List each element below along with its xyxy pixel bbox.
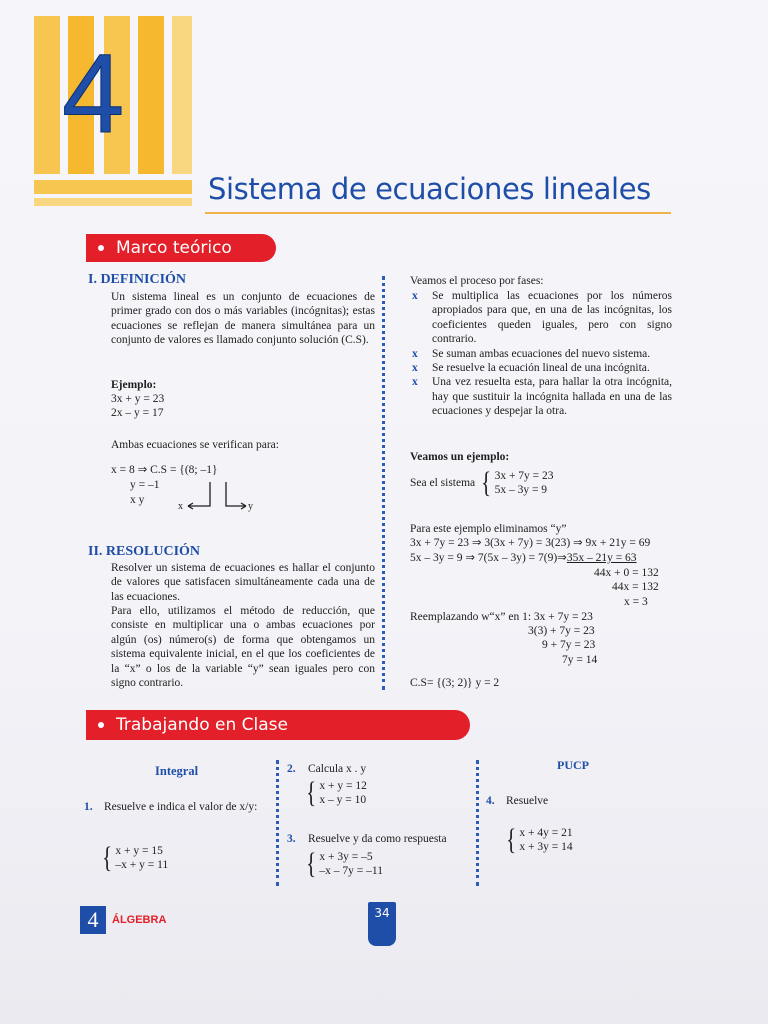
q3-system bbox=[304, 849, 383, 879]
banner-label: Marco teórico bbox=[116, 238, 232, 258]
footer-subject: ÁLGEBRA bbox=[112, 914, 167, 926]
elimination-intro: Para este ejemplo eliminamos “y” bbox=[410, 523, 567, 535]
system-equations bbox=[495, 469, 554, 497]
footer-chapter-badge: 4 bbox=[80, 906, 106, 934]
definition-text: Un sistema lineal es un conjunto de ecuaciones de primer grado con dos o más variables (incógnitas); estas ecuaciones se reflejan de manera simultánea para un conjunto de valores es llamado conjunto solución (C.S). bbox=[111, 291, 375, 347]
verify-line2: y = –1 bbox=[130, 479, 160, 491]
page-number: 34 bbox=[374, 906, 390, 920]
arrow-x-label: x bbox=[178, 501, 183, 512]
process-intro: Veamos el proceso por fases: bbox=[410, 275, 544, 287]
replace-line3: 7y = 14 bbox=[562, 654, 598, 666]
process-steps-list bbox=[410, 289, 672, 419]
q4-text: Resuelve bbox=[506, 795, 549, 807]
brace-icon: { bbox=[306, 776, 317, 809]
elimination-line3: 44x + 0 = 132 bbox=[594, 567, 659, 579]
verify-text: Ambas ecuaciones se verifican para: bbox=[111, 439, 279, 451]
page-number-badge bbox=[368, 902, 396, 946]
q4-system bbox=[504, 825, 573, 855]
q1-number: 1. bbox=[84, 801, 93, 813]
replace-line2: 9 + 7y = 23 bbox=[542, 639, 596, 651]
page-title: Sistema de ecuaciones lineales bbox=[208, 172, 651, 206]
replace-line1: 3(3) + 7y = 23 bbox=[528, 625, 595, 637]
system-label: Sea el sistema bbox=[410, 476, 476, 489]
bullet-dot-icon bbox=[98, 722, 104, 728]
q1-eq2: –x + y = 11 bbox=[115, 859, 169, 871]
q2-system bbox=[304, 778, 367, 808]
definition-heading: I. DEFINICIÓN bbox=[88, 272, 187, 287]
process-step: x Se suman ambas ecuaciones del nuevo sistema. bbox=[412, 347, 651, 360]
process-step: x Una vez resuelta esta, para hallar la otra incógnita, hay que sustituir la incógnita hallada en una de las ecuaciones y despejar la otra. bbox=[412, 376, 672, 418]
arrow-y-label: y bbox=[248, 501, 253, 512]
q1-eq1: x + y = 15 bbox=[115, 845, 163, 857]
q1-text: Resuelve e indica el valor de x/y: bbox=[104, 801, 258, 813]
section-banner-trabajando bbox=[86, 710, 470, 740]
bullet-x-icon: x bbox=[412, 290, 418, 302]
solution-set-text: C.S= {(3; 2)} y = 2 bbox=[410, 677, 500, 689]
elimination-line2: 5x – 3y = 9 ⇒ 7(5x – 3y) = 7(9)⇒35x – 21y = 63 bbox=[410, 552, 637, 564]
exercise-divider-2 bbox=[476, 760, 479, 886]
q3-text: Resuelve y da como respuesta bbox=[308, 833, 447, 845]
q2-number: 2. bbox=[287, 763, 296, 775]
example-eq1: 3x + y = 23 bbox=[111, 393, 165, 405]
resolution-text-2: Para ello, utilizamos el método de reducción, que consiste en multiplicar una o ambas ecuaciones por algún (os) número(s) de forma que obtengamos un sistema equivalente inicial, en el que los coeficientes de la “x” o los de la variable “y” sean iguales pero con signo contrario. bbox=[111, 605, 375, 690]
bullet-x-icon: x bbox=[412, 362, 418, 375]
brace-icon: { bbox=[506, 823, 517, 856]
brace-icon: { bbox=[102, 841, 113, 874]
q4-eq1: x + 4y = 21 bbox=[519, 827, 573, 839]
section-banner-marco-teorico bbox=[86, 234, 276, 262]
example-eq2: 2x – y = 17 bbox=[111, 407, 164, 419]
elimination-line5: x = 3 bbox=[624, 596, 648, 608]
integral-heading: Integral bbox=[155, 764, 199, 778]
example-system bbox=[410, 468, 554, 498]
replace-text: Reemplazando w“x” en 1: 3x + 7y = 23 bbox=[410, 611, 593, 623]
brace-icon: { bbox=[481, 466, 492, 499]
process-step: x Se multiplica las ecuaciones por los números apropiados para que, en una de las incógnitas, los coeficientes queden iguales, pero con signo contrario. bbox=[412, 290, 672, 346]
elimination-line1: 3x + 7y = 23 ⇒ 3(3x + 7y) = 3(23) ⇒ 9x + 21y = 69 bbox=[410, 537, 651, 549]
q4-eq2: x + 3y = 14 bbox=[519, 841, 573, 853]
pucp-heading: PUCP bbox=[557, 758, 589, 772]
q3-number: 3. bbox=[287, 833, 296, 845]
q3-eq2: –x – 7y = –11 bbox=[319, 865, 383, 877]
example-label: Ejemplo: bbox=[111, 379, 157, 391]
verify-line3: x y bbox=[130, 494, 145, 506]
chapter-number: 4 bbox=[62, 31, 125, 156]
resolution-text-1: Resolver un sistema de ecuaciones es hallar el conjunto de valores que satisfacen simultáneamente cada una de las ecuaciones. bbox=[111, 562, 375, 603]
system-eq2: 5x – 3y = 9 bbox=[494, 484, 548, 496]
system-eq1: 3x + 7y = 23 bbox=[494, 470, 554, 482]
bullet-dot-icon bbox=[98, 245, 104, 251]
example-heading: Veamos un ejemplo: bbox=[410, 451, 510, 463]
column-divider bbox=[382, 276, 385, 690]
q2-eq1: x + y = 12 bbox=[319, 780, 367, 792]
q2-text: Calcula x . y bbox=[308, 763, 367, 775]
q1-system bbox=[100, 843, 168, 873]
bullet-x-icon: x bbox=[412, 347, 418, 360]
bullet-x-icon: x bbox=[412, 376, 418, 389]
exercise-divider-1 bbox=[276, 760, 279, 886]
q2-eq2: x – y = 10 bbox=[319, 794, 367, 806]
brace-icon: { bbox=[306, 847, 317, 880]
q4-number: 4. bbox=[486, 795, 495, 807]
process-step: x Se resuelve la ecuación lineal de una incógnita. bbox=[412, 362, 650, 375]
banner-label: Trabajando en Clase bbox=[116, 715, 288, 735]
elimination-line4: 44x = 132 bbox=[612, 581, 659, 593]
q3-eq1: x + 3y = –5 bbox=[319, 851, 373, 863]
resolution-heading: II. RESOLUCIÓN bbox=[88, 544, 201, 559]
title-underline bbox=[205, 212, 671, 214]
verify-line1: x = 8 ⇒ C.S = {(8; –1} bbox=[111, 464, 218, 476]
